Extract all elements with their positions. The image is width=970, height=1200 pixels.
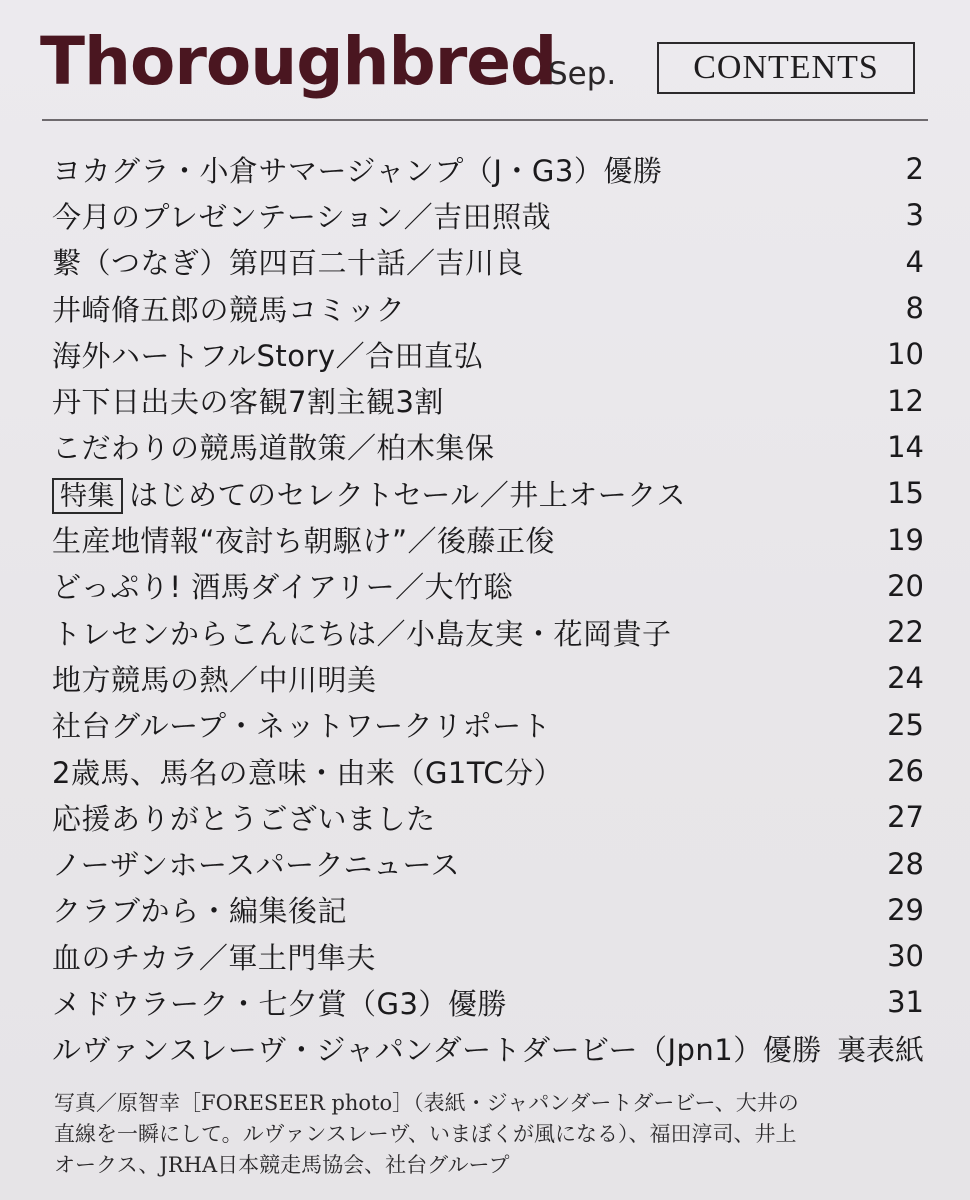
- toc-entry-text: ルヴァンスレーヴ・ジャパンダートダービー（Jpn1）優勝: [52, 1033, 822, 1068]
- contents-label: CONTENTS: [657, 42, 915, 94]
- toc-entry[interactable]: [52, 609, 924, 655]
- toc-entry[interactable]: [52, 331, 924, 377]
- toc-entry-text: はじめてのセレクトセール／井上オークス: [129, 477, 687, 512]
- toc-entry[interactable]: [52, 840, 924, 886]
- toc-entry-text: 応援ありがとうございました: [52, 801, 436, 836]
- toc-entry[interactable]: [52, 748, 924, 794]
- toc-entry-text: メドウラーク・七夕賞（G3）優勝: [52, 986, 507, 1021]
- masthead: [40, 14, 930, 114]
- toc-entry-title: [52, 473, 686, 514]
- toc-entry-title: [52, 241, 524, 282]
- toc-entry[interactable]: [52, 1026, 924, 1072]
- toc-entry[interactable]: [52, 146, 924, 192]
- toc-entry-page: 22: [887, 615, 924, 650]
- credits-line: 直線を一瞬にして。ルヴァンスレーヴ、いまぼくが風になる）、福田淳司、井上: [54, 1122, 797, 1146]
- toc-entry-title: [52, 519, 555, 560]
- toc-entry-text: 生産地情報“夜討ち朝駆け”／後藤正俊: [52, 524, 556, 559]
- toc-entry-title: [52, 751, 563, 792]
- credits-line: 写真／原智幸［FORESEER photo］（表紙・ジャパンダートダービー、大井の: [54, 1091, 799, 1115]
- toc-entry-page: 26: [887, 754, 924, 788]
- toc-entry-title: [52, 1028, 822, 1069]
- toc-entry-title: [52, 982, 507, 1023]
- toc-entry-title: [52, 612, 672, 653]
- toc-entry-page: 19: [887, 522, 924, 557]
- toc-entry-text: 今月のプレゼンテーション／吉田照哉: [52, 199, 552, 234]
- toc-entry[interactable]: [52, 563, 924, 609]
- toc-entry-title: [52, 149, 662, 190]
- toc-entry-text: 地方競馬の熱／中川明美: [52, 662, 377, 697]
- toc-entry-page: 12: [887, 383, 924, 418]
- toc-entry-page: 14: [887, 429, 924, 464]
- toc-entry-text: どっぷり! 酒馬ダイアリー／大竹聡: [52, 570, 514, 605]
- toc-entry-title: [52, 704, 551, 745]
- toc-entry[interactable]: [52, 470, 924, 516]
- toc-entry-title: [52, 658, 377, 699]
- table-of-contents: [52, 146, 924, 1072]
- toc-entry-page: 29: [887, 892, 924, 927]
- toc-entry[interactable]: [52, 516, 924, 562]
- toc-entry-page: 4: [905, 244, 924, 279]
- toc-entry[interactable]: [52, 702, 924, 748]
- toc-entry-text: 海外ハートフルStory／合田直弘: [52, 338, 484, 373]
- toc-entry-text: 繋（つなぎ）第四百二十話／吉川良: [52, 246, 525, 281]
- toc-entry-text: 丹下日出夫の客観7割主観3割: [52, 385, 444, 420]
- toc-entry[interactable]: [52, 887, 924, 933]
- toc-entry-title: [52, 380, 444, 421]
- toc-entry[interactable]: [52, 794, 924, 840]
- toc-entry-text: こだわりの競馬道散策／柏木集保: [52, 431, 495, 466]
- toc-entry[interactable]: [52, 285, 924, 331]
- magazine-title: Thoroughbred: [40, 23, 557, 100]
- toc-entry[interactable]: [52, 655, 924, 701]
- feature-tag: 特集: [52, 478, 123, 514]
- toc-entry[interactable]: [52, 377, 924, 423]
- toc-entry-title: [52, 426, 495, 467]
- header-divider: [42, 119, 928, 121]
- toc-entry-title: [52, 288, 405, 329]
- toc-entry-page: 8: [905, 291, 924, 326]
- toc-entry[interactable]: [52, 424, 924, 470]
- issue-month: Sep.: [548, 56, 617, 92]
- toc-entry-text: ノーザンホースパークニュース: [52, 848, 461, 883]
- toc-entry-text: 井崎脩五郎の競馬コミック: [52, 292, 406, 327]
- toc-entry-page: 30: [887, 939, 924, 974]
- toc-entry[interactable]: [52, 933, 924, 979]
- toc-entry[interactable]: [52, 979, 924, 1025]
- toc-entry-text: 2歳馬、馬名の意味・由来（G1TC分）: [52, 755, 564, 790]
- toc-entry-text: ヨカグラ・小倉サマージャンプ（J・G3）優勝: [52, 153, 663, 188]
- toc-entry-page: 31: [887, 985, 924, 1020]
- toc-entry-text: トレセンからこんにちは／小島友実・花岡貴子: [52, 616, 672, 651]
- credits-line: オークス、JRHA日本競走馬協会、社台グループ: [54, 1153, 510, 1177]
- toc-entry-page: 15: [887, 476, 924, 511]
- toc-entry-title: [52, 843, 460, 884]
- toc-entry-text: クラブから・編集後記: [52, 894, 348, 929]
- toc-entry-page: 裏表紙: [836, 1033, 924, 1068]
- toc-entry-page: 2: [905, 152, 924, 187]
- toc-entry-page: 27: [887, 800, 924, 835]
- toc-entry-title: [52, 889, 347, 930]
- toc-entry[interactable]: [52, 239, 924, 285]
- toc-entry-title: [52, 565, 513, 606]
- photo-credits: [54, 1088, 924, 1181]
- toc-entry-page: 24: [887, 661, 924, 696]
- toc-entry-page: 28: [887, 846, 924, 881]
- toc-entry-page: 25: [887, 707, 924, 742]
- toc-entry-text: 血のチカラ／軍土門隼夫: [52, 940, 376, 975]
- toc-entry[interactable]: [52, 192, 924, 238]
- toc-entry-text: 社台グループ・ネットワークリポート: [52, 709, 552, 744]
- toc-entry-page: 3: [905, 198, 924, 233]
- toc-entry-title: [52, 195, 551, 236]
- toc-entry-title: [52, 797, 436, 838]
- toc-entry-page: 10: [887, 337, 924, 372]
- toc-entry-page: 20: [887, 568, 924, 603]
- toc-entry-title: [52, 936, 376, 977]
- toc-entry-title: [52, 334, 483, 375]
